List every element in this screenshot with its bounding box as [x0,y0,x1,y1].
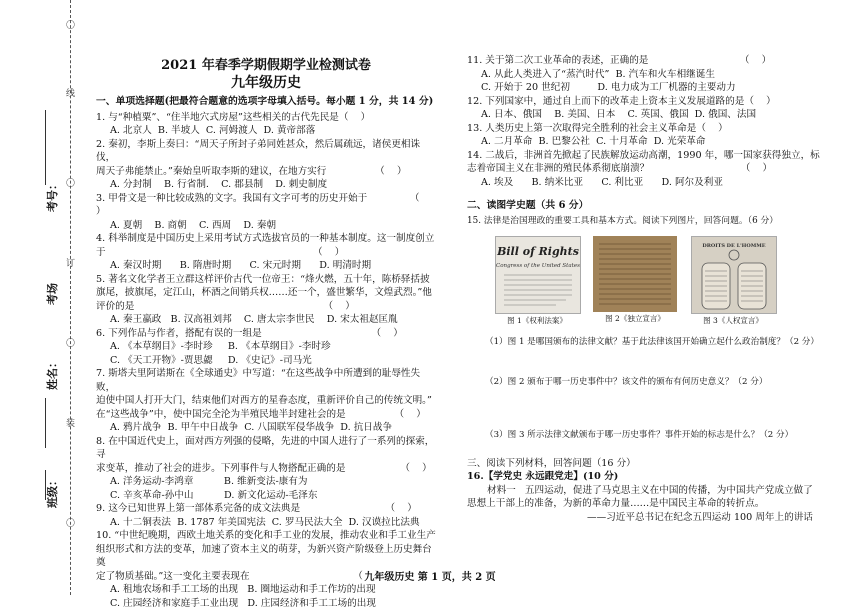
question-text: 志着帝国主义在非洲的殖民体系彻底崩溃？ （ ） [467,162,842,176]
class-label: 班级： [44,475,60,508]
section-1-heading: 一、单项选择题(把最符合题意的选项字母填入括号。每小题 1 分，共 14 分) [96,95,436,109]
answer-options: C. 《天工开物》-贾思勰 D. 《史记》-司马光 [96,354,436,368]
question-text: 1. 与“种植粟”、“住半地穴式房屋”这些相关的古代先民是（ ） [96,111,436,125]
question-text: 3. 甲骨文是一种比较成熟的文字。我国有文字可考的历史开始于 （ ） [96,192,436,219]
fold-mark: 〇 [66,180,75,189]
left-column [96,0,436,610]
class-line [45,470,46,500]
answer-options: C. 开始于 20 世纪初 D. 电力成为工厂机器的主要动力 [467,81,842,95]
question-16-heading: 16.【学党史 永远跟党走】(10 分) [467,470,842,484]
exam-title: 2021 年春季学期假期学业检测试卷 [96,58,436,74]
question-text: 11. 关于第二次工业革命的表述，正确的是 （ ） [467,54,842,68]
material-1-line-2: 思想上干部上的准备，为新的革命力量……是中国民主革命的转折点。 [467,497,842,511]
question-text: 周天子弗能禁止。”秦始皇听取李斯的建议，在地方实行 （ ） [96,165,436,179]
question-text: 2. 秦初，李斯上奏曰：“周天子所封子弟同姓甚众，然后属疏远，诸侯更相诛伐， [96,138,436,165]
answer-options: A. 秦汉时期 B. 隋唐时期 C. 宋元时期 D. 明清时期 [96,259,436,273]
fold-mark: 〇 [66,22,75,31]
question-15-stem: 15. 法律是治国理政的重要工具和基本方式。阅读下列图片，回答问题。（6 分） [467,215,842,229]
exam-number-line [45,110,46,185]
answer-options: A. 洋务运动-李鸿章 B. 维新变法-康有为 [96,475,436,489]
question-text: 8. 在中国近代史上，面对西方列强的侵略，先进的中国人进行了一系列的探索，寻 [96,435,436,462]
exam-number-label: 考号： [44,179,60,212]
question-text: 10. “中世纪晚期，西欧土地关系的变化和手工业的发展，推动农业和手工业生产 [96,529,436,543]
answer-options: A. 二月革命 B. 巴黎公社 C. 十月革命 D. 光荣革命 [467,135,842,149]
answer-options: A. 从此人类进入了“蒸汽时代” B. 汽车和火车相继诞生 [467,68,842,82]
question-text: 5. 著名文化学者王立群这样评价古代一位帝王：“烽火燃，五十年，陈桥驿括披 [96,273,436,287]
answer-options: C. 庄园经济和家庭手工业出现 D. 庄园经济和手工工场的出现 [96,597,436,610]
answer-options: A. 北京人 B. 半坡人 C. 河姆渡人 D. 黄帝部落 [96,124,436,138]
fold-mark: 线 [66,90,75,99]
question-15-part-1: （1）图 1 是哪国颁布的法律文献？基于此法律该国开始确立起什么政治制度？（2 分） [485,336,842,350]
exam-subtitle: 九年级历史 [96,74,436,92]
material-1-source: ——习近平总书记在纪念五四运动 100 周年上的讲话 [467,511,842,525]
fold-mark: 装 [66,420,75,429]
answer-options: A. 秦王嬴政 B. 汉高祖刘邦 C. 唐太宗李世民 D. 宋太祖赵匡胤 [96,313,436,327]
question-text: 定了物质基础。”这一变化主要表现在 （ ） [96,570,436,584]
left-question-list [96,111,436,610]
page-footer: 九年级历史 第 1 页，共 2 页 [0,568,860,583]
figure-1-subtitle-text: Congress of the United States [496,263,580,269]
declaration-of-rights-image [691,236,777,314]
question-text: 旗尾，披旗尾，定江山，杯酒之间销兵权……还一个，盛世繁华，文煌武烈。”他 [96,286,436,300]
figure-1-caption: 图 1《权利法案》 [495,316,579,326]
question-text: 组织形式和方法的变革，加速了资本主义的萌芽，为新兴资产阶级登上历史舞台奠 [96,543,436,570]
answer-options: A. 埃及 B. 纳米比亚 C. 利比亚 D. 阿尔及利亚 [467,176,842,190]
question-text: 12. 下列国家中，通过自上而下的改革走上资本主义发展道路的是（ ） [467,95,842,109]
figure-2-caption: 图 2《独立宣言》 [593,314,677,324]
question-text: 6. 下列作品与作者，搭配有误的一组是 （ ） [96,327,436,341]
answer-options: A. 分封制 B. 行省制. C. 郡县制 D. 刺史制度 [96,178,436,192]
answer-options: A. 租地农场和手工工场的出现 B. 圈地运动和手工作坊的出现 [96,583,436,597]
question-text: 评价的是 （ ） [96,300,436,314]
question-text: 14. 二战后，非洲首先掀起了民族解放运动高潮，1990 年，哪一国家获得独立，标 [467,149,842,163]
fold-mark: 订 [66,260,75,269]
question-15-part-2: （2）图 2 颁布于哪一历史事件中？该文件的颁布有何历史意义？（2 分） [485,376,842,390]
fold-mark: 〇 [66,520,75,529]
figure-row [495,236,842,326]
answer-options: C. 辛亥革命-孙中山 D. 新文化运动-毛泽东 [96,489,436,503]
question-text: 4. 科举制度是中国历史上采用考试方式选拔官员的一种基本制度。这一制度创立 [96,232,436,246]
figure-3-title-text: DROITS DE L'HOMME [702,243,765,249]
figure-3-caption: 图 3《人权宣言》 [691,316,775,326]
answer-options: A. 日本、俄国 B. 美国、日本 C. 英国、俄国 D. 俄国、法国 [467,108,842,122]
answer-options: A. 鸦片战争 B. 甲午中日战争 C. 八国联军侵华战争 D. 抗日战争 [96,421,436,435]
question-15-part-3: （3）图 3 所示法律文献颁布于哪一历史事件？事件开始的标志是什么？（2 分） [485,429,842,443]
bill-of-rights-image [495,236,581,314]
declaration-of-independence-image [593,236,677,312]
figure-1-title-text: Bill of Rights [496,245,579,258]
right-question-list [467,54,842,189]
question-text: 迫使中国人打开大门，结束他们对西方的星眷态度，重新评价自己的传统文明。” [96,394,436,408]
question-text: 13. 人类历史上第一次取得完全胜利的社会主义革命是（ ） [467,122,842,136]
answer-options: A. 夏朝 B. 商朝 C. 西周 D. 秦朝 [96,219,436,233]
figure-3 [691,236,775,326]
answer-options: A. 《本草纲目》-李时珍 B. 《本草纲目》-李时珍 [96,340,436,354]
exam-room-label: 考场 [44,283,60,305]
question-text: 于 （ ） [96,246,436,260]
question-text: 求变革，推动了社会的进步。下列事件与人物搭配正确的是 （ ） [96,462,436,476]
figure-1 [495,236,579,326]
right-column [467,0,842,524]
question-text: 在“这些战争”中，使中国完全沦为半殖民地半封建社会的是 （ ） [96,408,436,422]
name-line [45,398,46,448]
answer-options: A. 十二铜表法 B. 1787 年美国宪法 C. 罗马民法大全 D. 汉谟拉比法典 [96,516,436,530]
fold-mark: 〇 [66,340,75,349]
question-text: 9. 这今已知世界上第一部体系完备的成文法典是 （ ） [96,502,436,516]
figure-2 [593,236,677,326]
name-label: 姓名： [44,357,60,390]
material-1-line-1: 材料一 五四运动，促进了马克思主义在中国的传播，为中国共产党成立做了 [467,484,842,498]
question-text: 7. 斯塔夫里阿诺斯在《全球通史》中写道：“在这些战争中所遭到的耻辱性失败， [96,367,436,394]
section-3-heading: 三、阅读下列材料，回答问题（16 分） [467,457,842,471]
section-2-heading: 二、读图学史题（共 6 分） [467,199,842,213]
binding-margin [0,0,86,595]
